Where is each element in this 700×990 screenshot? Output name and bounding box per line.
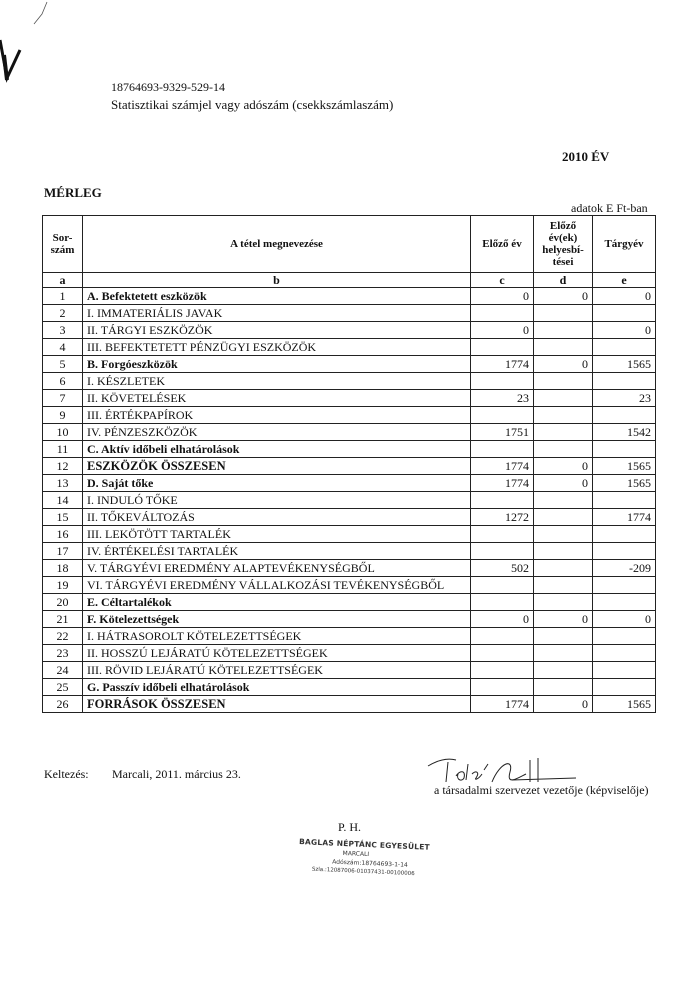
row-item-name: E. Céltartalékok [83, 594, 471, 611]
row-targyev-value [593, 645, 656, 662]
col-letter: d [534, 273, 593, 288]
row-targyev-value [593, 577, 656, 594]
row-elozo-ev-value [471, 441, 534, 458]
row-elozo-ev-value: 23 [471, 390, 534, 407]
row-number: 22 [43, 628, 83, 645]
row-elozo-ev-value: 1774 [471, 475, 534, 492]
row-number: 13 [43, 475, 83, 492]
row-elozo-ev-value [471, 492, 534, 509]
row-elozo-ev-value: 1774 [471, 696, 534, 713]
table-row [43, 305, 656, 322]
row-elozo-ev-value: 1272 [471, 509, 534, 526]
row-elozo-ev-value: 0 [471, 611, 534, 628]
report-year: 2010 ÉV [562, 149, 610, 164]
row-elozo-ev-value [471, 373, 534, 390]
row-elozo-ev-value [471, 679, 534, 696]
row-item-name: C. Aktív időbeli elhatárolások [83, 441, 471, 458]
row-item-name: A. Befektetett eszközök [83, 288, 471, 305]
row-helyesbites-value [534, 373, 593, 390]
signature-caption: a társadalmi szervezet vezetője (képviselője) [434, 783, 649, 797]
col-header-megnevezes: A tétel megnevezése [83, 216, 471, 273]
row-helyesbites-value: 0 [534, 696, 593, 713]
row-helyesbites-value: 0 [534, 458, 593, 475]
row-helyesbites-value: 0 [534, 356, 593, 373]
table-row [43, 526, 656, 543]
row-number: 6 [43, 373, 83, 390]
table-row [43, 322, 656, 339]
row-elozo-ev-value [471, 339, 534, 356]
table-row [43, 560, 656, 577]
row-number: 11 [43, 441, 83, 458]
table-row [43, 458, 656, 475]
row-item-name: I. HÁTRASOROLT KÖTELEZETTSÉGEK [83, 628, 471, 645]
row-elozo-ev-value [471, 526, 534, 543]
row-helyesbites-value [534, 628, 593, 645]
table-header-row [43, 216, 656, 273]
row-number: 17 [43, 543, 83, 560]
row-helyesbites-value [534, 594, 593, 611]
row-helyesbites-value [534, 645, 593, 662]
table-row [43, 390, 656, 407]
table-row [43, 339, 656, 356]
row-targyev-value [593, 441, 656, 458]
table-row [43, 577, 656, 594]
row-elozo-ev-value [471, 628, 534, 645]
row-helyesbites-value [534, 492, 593, 509]
row-number: 20 [43, 594, 83, 611]
row-targyev-value [593, 305, 656, 322]
table-row [43, 628, 656, 645]
row-number: 12 [43, 458, 83, 475]
row-targyev-value [593, 373, 656, 390]
table-row [43, 288, 656, 305]
row-item-name: IV. PÉNZESZKÖZÖK [83, 424, 471, 441]
row-item-name: II. TŐKEVÁLTOZÁS [83, 509, 471, 526]
row-item-name: II. HOSSZÚ LEJÁRATÚ KÖTELEZETTSÉGEK [83, 645, 471, 662]
row-helyesbites-value [534, 322, 593, 339]
table-row [43, 424, 656, 441]
row-number: 24 [43, 662, 83, 679]
stamp-city: MARCALI [342, 849, 370, 859]
row-targyev-value: 1565 [593, 696, 656, 713]
row-helyesbites-value [534, 509, 593, 526]
row-number: 5 [43, 356, 83, 373]
row-number: 4 [43, 339, 83, 356]
row-elozo-ev-value: 0 [471, 288, 534, 305]
col-letter: c [471, 273, 534, 288]
row-elozo-ev-value: 1774 [471, 458, 534, 475]
row-elozo-ev-value [471, 407, 534, 424]
row-number: 10 [43, 424, 83, 441]
col-header-targyev: Tárgyév [593, 216, 656, 273]
row-targyev-value: -209 [593, 560, 656, 577]
table-row [43, 373, 656, 390]
col-letter: e [593, 273, 656, 288]
row-number: 3 [43, 322, 83, 339]
row-item-name: I. IMMATERIÁLIS JAVAK [83, 305, 471, 322]
row-item-name: I. INDULÓ TŐKE [83, 492, 471, 509]
row-targyev-value [593, 594, 656, 611]
row-number: 25 [43, 679, 83, 696]
col-header-sorszam: Sor-szám [43, 216, 83, 273]
row-helyesbites-value [534, 424, 593, 441]
row-number: 2 [43, 305, 83, 322]
table-body [43, 288, 656, 713]
row-helyesbites-value [534, 560, 593, 577]
row-item-name: II. KÖVETELÉSEK [83, 390, 471, 407]
row-targyev-value: 1774 [593, 509, 656, 526]
col-letter: a [43, 273, 83, 288]
row-helyesbites-value [534, 441, 593, 458]
row-targyev-value [593, 543, 656, 560]
row-elozo-ev-value [471, 662, 534, 679]
row-helyesbites-value: 0 [534, 611, 593, 628]
row-item-name: III. ÉRTÉKPAPÍROK [83, 407, 471, 424]
row-number: 14 [43, 492, 83, 509]
col-letter: b [83, 273, 471, 288]
balance-sheet-table [42, 215, 656, 713]
row-targyev-value [593, 407, 656, 424]
date-label: Keltezés: [44, 767, 89, 781]
row-number: 1 [43, 288, 83, 305]
date-value: Marcali, 2011. március 23. [112, 767, 241, 781]
table-row [43, 509, 656, 526]
row-item-name: III. LEKÖTÖTT TARTALÉK [83, 526, 471, 543]
row-helyesbites-value [534, 407, 593, 424]
unit-note: adatok E Ft-ban [571, 201, 648, 215]
row-item-name: III. BEFEKTETETT PÉNZÜGYI ESZKÖZÖK [83, 339, 471, 356]
row-item-name: FORRÁSOK ÖSSZESEN [83, 696, 471, 713]
row-elozo-ev-value [471, 577, 534, 594]
table-row [43, 645, 656, 662]
table-row [43, 356, 656, 373]
row-elozo-ev-value: 0 [471, 322, 534, 339]
row-item-name: G. Passzív időbeli elhatárolások [83, 679, 471, 696]
row-number: 7 [43, 390, 83, 407]
row-targyev-value [593, 628, 656, 645]
row-targyev-value: 0 [593, 288, 656, 305]
row-item-name: VI. TÁRGYÉVI EREDMÉNY VÁLLALKOZÁSI TEVÉKENYSÉGBŐL [83, 577, 471, 594]
row-elozo-ev-value [471, 645, 534, 662]
row-item-name: F. Kötelezettségek [83, 611, 471, 628]
table-row [43, 696, 656, 713]
table-row [43, 441, 656, 458]
stamp-placeholder-label: P. H. [338, 820, 362, 834]
stamp-account-number: Szla.:12087006-01037431-00100006 [311, 866, 415, 878]
row-targyev-value [593, 526, 656, 543]
stamp-tax-number: Adószám:18764693-1-14 [332, 858, 408, 869]
col-header-helyesbitesei: Előző év(ek) helyesbí-tései [534, 216, 593, 273]
row-helyesbites-value: 0 [534, 475, 593, 492]
row-elozo-ev-value: 1774 [471, 356, 534, 373]
organization-stamp [295, 835, 437, 901]
row-number: 15 [43, 509, 83, 526]
table-row [43, 594, 656, 611]
table-row [43, 475, 656, 492]
tax-number: 18764693-9329-529-14 [111, 80, 225, 94]
row-elozo-ev-value: 1751 [471, 424, 534, 441]
row-helyesbites-value [534, 526, 593, 543]
tax-number-label: Statisztikai számjel vagy adószám (csekkszámlaszám) [111, 97, 394, 112]
row-helyesbites-value [534, 662, 593, 679]
row-elozo-ev-value: 502 [471, 560, 534, 577]
row-helyesbites-value: 0 [534, 288, 593, 305]
pencil-mark-icon [30, 0, 60, 30]
row-targyev-value: 1565 [593, 458, 656, 475]
table-row [43, 679, 656, 696]
row-targyev-value [593, 662, 656, 679]
row-targyev-value [593, 492, 656, 509]
row-number: 23 [43, 645, 83, 662]
table-row [43, 611, 656, 628]
row-elozo-ev-value [471, 305, 534, 322]
table-row [43, 543, 656, 560]
row-elozo-ev-value [471, 594, 534, 611]
table-letter-row [43, 273, 656, 288]
row-targyev-value [593, 339, 656, 356]
row-item-name: II. TÁRGYI ESZKÖZÖK [83, 322, 471, 339]
row-targyev-value: 1542 [593, 424, 656, 441]
row-targyev-value [593, 679, 656, 696]
row-targyev-value: 23 [593, 390, 656, 407]
row-item-name: III. RÖVID LEJÁRATÚ KÖTELEZETTSÉGEK [83, 662, 471, 679]
table-row [43, 662, 656, 679]
row-helyesbites-value [534, 305, 593, 322]
row-helyesbites-value [534, 679, 593, 696]
row-item-name: I. KÉSZLETEK [83, 373, 471, 390]
row-helyesbites-value [534, 543, 593, 560]
row-item-name: V. TÁRGYÉVI EREDMÉNY ALAPTEVÉKENYSÉGBŐL [83, 560, 471, 577]
row-helyesbites-value [534, 390, 593, 407]
table-row [43, 492, 656, 509]
row-targyev-value: 1565 [593, 475, 656, 492]
row-targyev-value: 1565 [593, 356, 656, 373]
row-helyesbites-value [534, 339, 593, 356]
row-number: 9 [43, 407, 83, 424]
row-number: 16 [43, 526, 83, 543]
row-elozo-ev-value [471, 543, 534, 560]
row-number: 18 [43, 560, 83, 577]
stamp-org-name: BAGLAS NÉPTÁNC EGYESÜLET [298, 837, 431, 852]
row-item-name: IV. ÉRTÉKELÉSI TARTALÉK [83, 543, 471, 560]
table-row [43, 407, 656, 424]
row-targyev-value: 0 [593, 611, 656, 628]
row-item-name: B. Forgóeszközök [83, 356, 471, 373]
col-header-elozo-ev: Előző év [471, 216, 534, 273]
row-number: 19 [43, 577, 83, 594]
row-number: 26 [43, 696, 83, 713]
document-title: MÉRLEG [44, 185, 102, 200]
row-number: 21 [43, 611, 83, 628]
row-targyev-value: 0 [593, 322, 656, 339]
row-helyesbites-value [534, 577, 593, 594]
row-item-name: D. Saját tőke [83, 475, 471, 492]
row-item-name: ESZKÖZÖK ÖSSZESEN [83, 458, 471, 475]
